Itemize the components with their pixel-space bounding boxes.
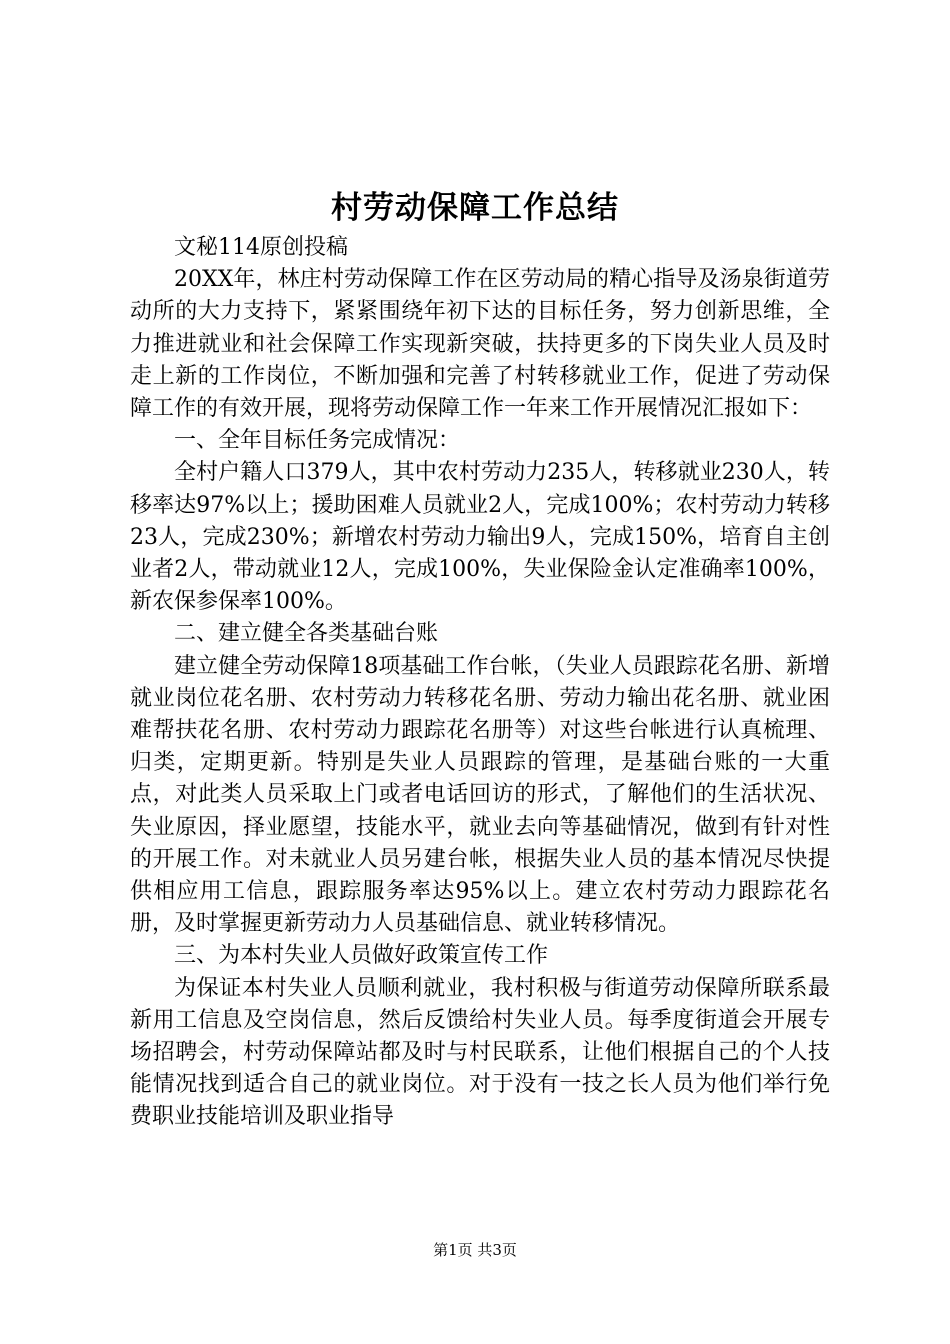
- section-heading-3: 三、为本村失业人员做好政策宣传工作: [174, 943, 549, 969]
- paragraph-section-3: 为保证本村失业人员顺利就业，我村积极与街道劳动保障所联系最新用工信息及空岗信息，然后反馈给村失业人员。每季度街道会开展专场招聘会，村劳动保障站都及时与村民联系，让他们根据自己的个人技能情况找到适合自己的就业岗位。对于没有一技之长人员为他们举行免费职业技能培训及职业指导: [130, 975, 830, 1130]
- paragraph-intro: 20XX年，林庄村劳动保障工作在区劳动局的精心指导及汤泉街道劳动所的大力支持下，紧紧围绕年初下达的目标任务，努力创新思维，全力推进就业和社会保障工作实现新突破，扶持更多的下岗失业人员及时走上新的工作岗位，不断加强和完善了村转移就业工作，促进了劳动保障工作的有效开展，现将劳动保障工作一年来工作开展情况汇报如下：: [130, 267, 830, 422]
- paragraph-section-2: 建立健全劳动保障18项基础工作台帐，（失业人员跟踪花名册、新增就业岗位花名册、农村劳动力转移花名册、劳动力输出花名册、就业困难帮扶花名册、农村劳动力跟踪花名册等）对这些台帐进行认真梳理、归类，定期更新。特别是失业人员跟踪的管理，是基础台账的一大重点，对此类人员采取上门或者电话回访的形式，了解他们的生活状况、失业原因，择业愿望，技能水平，就业去向等基础情况，做到有针对性的开展工作。对未就业人员另建台帐，根据失业人员的基本情况尽快提供相应用工信息，跟踪服务率达95%以上。建立农村劳动力跟踪花名册，及时掌握更新劳动力人员基础信息、就业转移情况。: [130, 653, 830, 937]
- section-heading-2: 二、建立健全各类基础台账: [174, 621, 439, 647]
- page-footer: 第1页 共3页: [433, 1241, 517, 1259]
- byline: 文秘114原创投稿: [174, 235, 348, 260]
- paragraph-section-1: 全村户籍人口379人，其中农村劳动力235人，转移就业230人，转移率达97%以上；援助困难人员就业2人，完成100%；农村劳动力转移23人，完成230%；新增农村劳动力输出9人，完成150%，培育自主创业者2人，带动就业12人，完成100%，失业保险金认定准确率100%，新农保参保率100%。: [130, 460, 830, 615]
- document-title: 村劳动保障工作总结: [331, 190, 619, 226]
- section-heading-1: 一、全年目标任务完成情况：: [174, 428, 461, 454]
- document-body: [130, 232, 830, 1134]
